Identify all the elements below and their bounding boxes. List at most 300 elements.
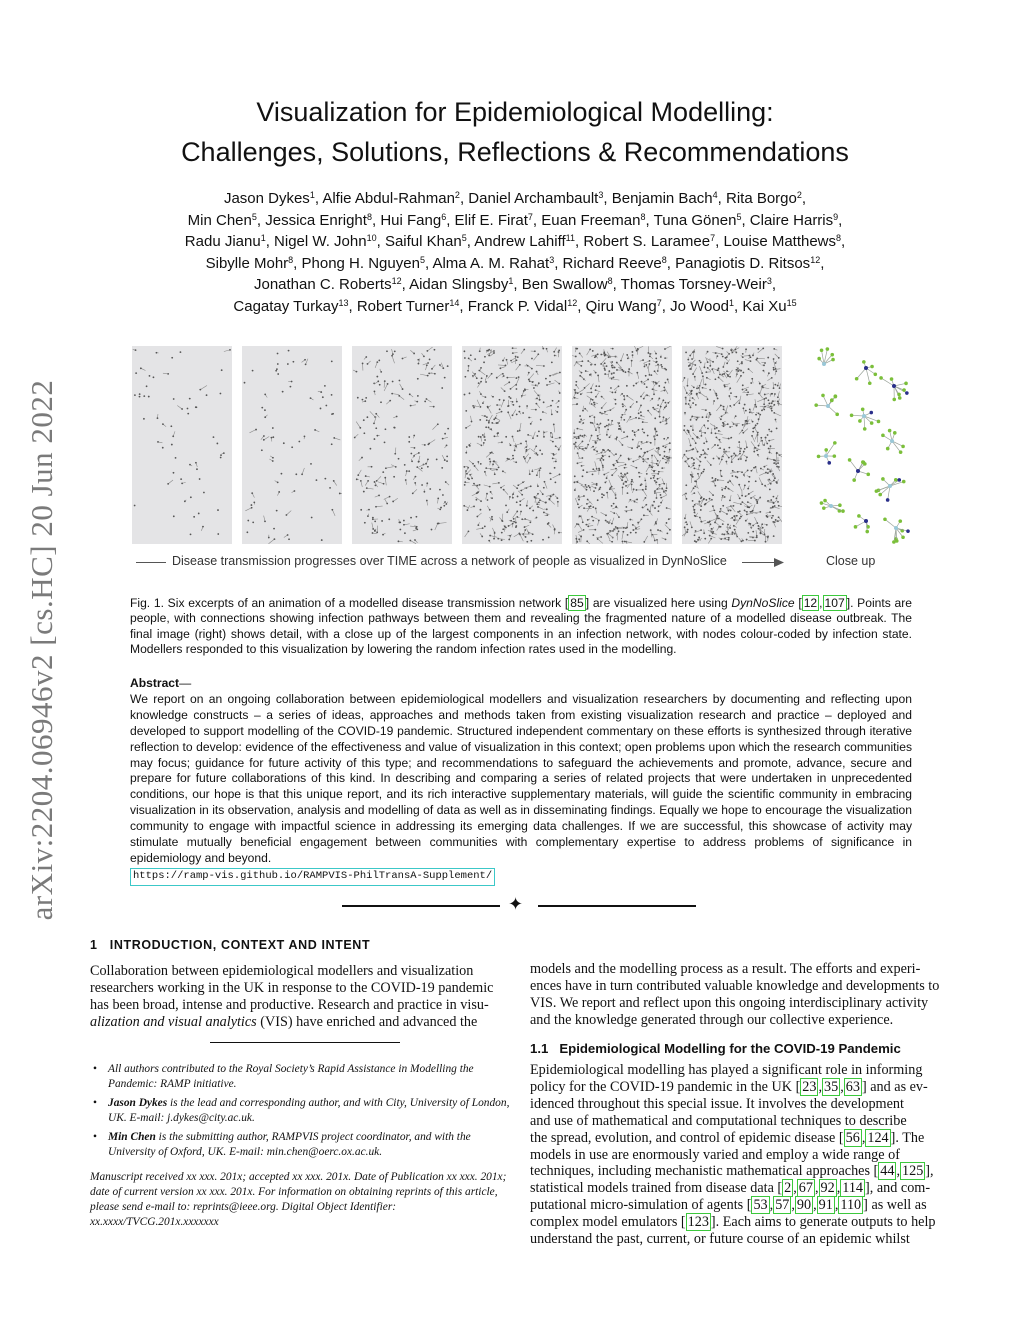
network-edge <box>601 512 606 515</box>
network-node <box>472 405 474 407</box>
network-edge <box>644 536 647 542</box>
author-line: Radu Jianu$^1$, Nigel W. John$^{10}$, Saiful Khan$^5$, Andrew Lahiff$^{11}$, Robert S. Laramee$^7$, Louise Matthews$^8$, <box>184 233 846 250</box>
network-node <box>519 504 521 506</box>
network-node <box>557 406 559 408</box>
network-node <box>692 373 694 375</box>
network-node <box>595 487 597 489</box>
network-edge <box>594 417 595 424</box>
network-edge <box>520 423 521 431</box>
closeup-node <box>898 396 902 400</box>
network-node <box>371 466 373 468</box>
network-node <box>546 384 548 386</box>
text-span: . The <box>895 1129 925 1146</box>
text-line: models in use are enormously varied and employ a wide range of <box>530 1146 900 1163</box>
network-node <box>640 411 642 413</box>
network-node <box>466 509 468 511</box>
network-node <box>728 537 730 539</box>
network-node <box>206 394 208 396</box>
network-node <box>543 512 545 514</box>
network-node <box>769 452 771 454</box>
network-node <box>608 356 610 358</box>
network-node <box>589 486 591 488</box>
network-node <box>623 527 625 529</box>
network-node <box>434 373 436 375</box>
closeup-node <box>906 529 910 533</box>
network-node <box>664 451 666 453</box>
network-node <box>739 497 741 499</box>
author-affiliation: 6 <box>441 211 447 222</box>
network-node <box>574 475 576 477</box>
network-node <box>745 520 747 522</box>
citation-link[interactable]: 125 <box>902 1163 924 1180</box>
network-node <box>439 489 441 491</box>
network-edge <box>508 412 511 419</box>
network-node <box>536 503 538 505</box>
network-node <box>496 404 498 406</box>
network-edge <box>648 368 649 375</box>
network-edge <box>757 496 760 501</box>
network-node <box>749 355 751 357</box>
network-node <box>773 502 775 504</box>
citation-link[interactable]: 63 <box>845 1078 860 1095</box>
network-node <box>480 381 482 383</box>
citation-link[interactable]: 56 <box>845 1129 860 1146</box>
network-edge <box>575 498 578 504</box>
network-node <box>650 442 652 444</box>
network-node <box>669 529 671 531</box>
network-node <box>582 422 584 424</box>
network-node <box>722 505 724 507</box>
network-edge <box>629 418 636 420</box>
network-edge <box>531 449 536 453</box>
network-node <box>488 420 490 422</box>
network-node <box>516 388 518 390</box>
author-affiliation: 9 <box>833 211 839 222</box>
network-node <box>524 388 526 390</box>
citation-link[interactable]: 92 <box>820 1180 835 1197</box>
network-node <box>510 397 512 399</box>
network-edge <box>581 515 583 522</box>
network-node <box>725 412 727 414</box>
network-node <box>376 361 378 363</box>
network-edge <box>392 394 399 395</box>
network-node <box>508 396 510 398</box>
caption-text <box>795 596 799 610</box>
supplement-link[interactable]: https://ramp-vis.github.io/RAMPVIS-PhilTransA-Supplement/ <box>130 868 495 886</box>
network-node <box>294 490 296 492</box>
network-node <box>755 466 757 468</box>
citation-link[interactable]: 91 <box>818 1197 833 1214</box>
network-node <box>740 458 742 460</box>
network-node <box>149 375 151 377</box>
network-node <box>394 350 396 352</box>
network-node <box>530 540 532 542</box>
network-node <box>771 402 773 404</box>
network-node <box>585 484 587 486</box>
network-node <box>727 481 729 483</box>
network-node <box>549 381 551 383</box>
subsection-body <box>530 1062 950 1248</box>
network-node <box>666 507 668 509</box>
network-node <box>546 348 548 350</box>
network-node <box>403 524 405 526</box>
network-node <box>719 511 721 513</box>
text-span: . Each aims to generate outputs to help <box>715 1214 936 1231</box>
network-node <box>276 368 278 370</box>
network-node <box>745 420 747 422</box>
network-node <box>587 525 589 527</box>
network-node <box>646 386 648 388</box>
closeup-node <box>838 503 842 507</box>
network-node <box>771 410 773 412</box>
network-edge <box>743 470 748 474</box>
network-node <box>431 368 433 370</box>
network-node <box>749 408 751 410</box>
network-node <box>684 526 686 528</box>
network-node <box>474 373 476 375</box>
network-edge <box>773 507 780 509</box>
network-node <box>713 458 715 460</box>
network-node <box>716 394 718 396</box>
citation-link[interactable]: 2 <box>784 1180 792 1197</box>
citation-link[interactable]: 67 <box>798 1180 813 1197</box>
network-node <box>626 436 628 438</box>
citation-link[interactable]: 12 <box>803 596 818 610</box>
citation-link[interactable]: 110 <box>840 1197 862 1214</box>
network-node <box>663 491 665 493</box>
network-node <box>703 469 705 471</box>
network-node <box>484 471 486 473</box>
author-affiliation: 5 <box>419 254 425 265</box>
network-node <box>727 375 729 377</box>
network-node <box>603 351 605 353</box>
network-node <box>181 482 183 484</box>
network-node <box>638 429 640 431</box>
network-node <box>693 462 695 464</box>
network-node <box>510 444 512 446</box>
network-node <box>655 523 657 525</box>
citation-link[interactable]: 124 <box>867 1129 889 1146</box>
network-node <box>360 509 362 511</box>
figure-timeline <box>132 553 782 571</box>
network-node <box>729 405 731 407</box>
closeup-node <box>850 414 854 418</box>
network-node <box>469 392 471 394</box>
network-node <box>492 463 494 465</box>
network-node <box>576 541 578 543</box>
network-node <box>731 517 733 519</box>
network-node <box>412 492 414 494</box>
network-node <box>223 452 225 454</box>
network-node <box>632 430 634 432</box>
closeup-node <box>886 447 890 451</box>
network-node <box>519 430 521 432</box>
closeup-node <box>890 377 894 381</box>
network-node <box>287 363 289 365</box>
network-node <box>612 348 614 350</box>
footnote-text: is the lead and corresponding author, and with City, University of London, UK. E-mail: j.dykes@city.ac.uk. <box>108 1097 510 1124</box>
network-node <box>513 404 515 406</box>
network-node <box>765 541 767 543</box>
citation-link[interactable]: 107 <box>824 596 845 610</box>
network-node <box>726 370 728 372</box>
network-edge <box>432 424 437 429</box>
network-node <box>607 429 609 431</box>
network-edge <box>420 374 428 376</box>
network-node <box>510 520 512 522</box>
network-node <box>653 393 655 395</box>
network-node <box>320 408 322 410</box>
network-edge <box>361 481 362 487</box>
network-node <box>684 377 686 379</box>
network-edge <box>716 523 721 527</box>
closeup-node <box>897 478 901 482</box>
network-node <box>591 391 593 393</box>
network-node <box>697 451 699 453</box>
network-node <box>529 457 531 459</box>
network-node <box>757 432 759 434</box>
citation-link[interactable]: 35 <box>824 1078 839 1095</box>
network-node <box>536 398 538 400</box>
network-node <box>476 377 478 379</box>
network-node <box>694 515 696 517</box>
network-panel-3 <box>352 346 452 544</box>
network-node <box>733 515 735 517</box>
network-node <box>380 371 382 373</box>
network-node <box>649 353 651 355</box>
network-node <box>496 377 498 379</box>
network-node <box>493 350 495 352</box>
network-node <box>750 511 752 513</box>
author-affiliation: 10 <box>366 233 377 243</box>
network-node <box>398 522 400 524</box>
network-edge <box>504 490 508 495</box>
network-node <box>494 435 496 437</box>
network-node <box>775 370 777 372</box>
network-node <box>614 399 616 401</box>
network-node <box>738 484 740 486</box>
network-node <box>553 494 555 496</box>
citation-group: [ 23 , 35 , 63 ] <box>795 1078 867 1095</box>
network-edge <box>638 405 641 411</box>
citation-link[interactable]: 44 <box>880 1163 895 1180</box>
network-node <box>431 529 433 531</box>
network-edge <box>651 462 657 463</box>
network-node <box>694 364 696 366</box>
section-number: 1 <box>90 938 98 952</box>
network-node <box>609 436 611 438</box>
network-node <box>654 492 656 494</box>
network-node <box>481 536 483 538</box>
network-node <box>615 403 617 405</box>
network-edge <box>690 521 692 527</box>
network-node <box>607 419 609 421</box>
network-edge <box>627 396 633 400</box>
network-node <box>779 387 781 389</box>
network-node <box>744 448 746 450</box>
network-node <box>329 487 331 489</box>
network-node <box>611 378 613 380</box>
network-node <box>554 529 556 531</box>
network-node <box>723 384 725 386</box>
network-node <box>480 436 482 438</box>
network-node <box>548 537 550 539</box>
network-edge <box>536 365 544 366</box>
network-node <box>510 388 512 390</box>
network-node <box>608 522 610 524</box>
network-node <box>399 380 401 382</box>
network-node <box>304 435 306 437</box>
network-node <box>750 356 752 358</box>
network-node <box>286 514 288 516</box>
network-node <box>728 488 730 490</box>
network-node <box>646 441 648 443</box>
closeup-node <box>841 509 845 513</box>
network-node <box>690 419 692 421</box>
network-node <box>688 431 690 433</box>
network-node <box>701 472 703 474</box>
network-edge <box>588 499 593 504</box>
network-node <box>515 461 517 463</box>
citation-link[interactable]: 23 <box>802 1078 817 1095</box>
network-edge <box>367 488 374 489</box>
network-node <box>483 442 485 444</box>
network-edge <box>752 436 755 442</box>
network-node <box>528 379 530 381</box>
network-edge <box>697 499 703 504</box>
network-node <box>187 408 189 410</box>
network-node <box>767 472 769 474</box>
network-node <box>667 437 669 439</box>
network-node <box>512 414 514 416</box>
network-panel-5 <box>572 346 672 544</box>
network-node <box>578 523 580 525</box>
network-node <box>272 427 274 429</box>
network-node <box>636 447 638 449</box>
network-node <box>746 513 748 515</box>
network-node <box>710 464 712 466</box>
network-node <box>617 461 619 463</box>
citation-link[interactable]: 53 <box>753 1197 768 1214</box>
text-line: Collaboration between epidemiological modellers and visualization <box>90 963 474 979</box>
network-node <box>752 421 754 423</box>
network-node <box>707 448 709 450</box>
network-node <box>767 468 769 470</box>
network-node <box>220 454 222 456</box>
network-node <box>591 516 593 518</box>
citation-link[interactable]: 114 <box>842 1180 864 1197</box>
citation-link[interactable]: 85 <box>570 596 584 610</box>
network-node <box>499 367 501 369</box>
network-node <box>576 523 578 525</box>
network-node <box>532 437 534 439</box>
network-node <box>611 361 613 363</box>
network-node <box>586 471 588 473</box>
author-affiliation: 3 <box>598 190 604 200</box>
network-node <box>703 498 705 500</box>
network-node <box>720 405 722 407</box>
author-name: Richard Reeve <box>562 254 662 272</box>
citation-link[interactable]: 90 <box>796 1197 812 1214</box>
citation-link[interactable]: 123 <box>687 1214 709 1231</box>
network-node <box>660 421 662 423</box>
network-node <box>648 363 650 365</box>
divider-star-icon: ✦ <box>508 894 524 915</box>
network-node <box>384 477 386 479</box>
network-node <box>512 352 514 354</box>
citation-link[interactable]: 57 <box>775 1197 790 1214</box>
network-node <box>640 396 642 398</box>
closeup-node <box>858 419 862 423</box>
network-node <box>599 412 601 414</box>
network-node <box>694 534 696 536</box>
network-node <box>739 510 741 512</box>
network-node <box>685 403 687 405</box>
network-node <box>180 478 182 480</box>
network-node <box>614 391 616 393</box>
author-affiliation: 12 <box>567 297 578 308</box>
network-node <box>577 462 579 464</box>
network-node <box>271 437 273 439</box>
text-line: models and the modelling process as a result. The efforts and experi- <box>530 961 921 977</box>
network-node <box>764 406 766 408</box>
network-node <box>730 392 732 394</box>
network-node <box>723 534 725 536</box>
network-node <box>354 437 356 439</box>
network-node <box>763 466 765 468</box>
text-span: and as ev- <box>866 1078 928 1095</box>
network-node <box>733 525 735 527</box>
network-node <box>579 447 581 449</box>
network-edge <box>516 378 519 385</box>
network-node <box>649 510 651 512</box>
network-node <box>595 396 597 398</box>
network-node <box>584 408 586 410</box>
network-node <box>631 509 633 511</box>
network-node <box>777 385 779 387</box>
network-node <box>473 506 475 508</box>
network-node <box>772 400 774 402</box>
network-node <box>768 403 770 405</box>
network-node <box>274 538 276 540</box>
network-node <box>772 521 774 523</box>
author-affiliation: 8 <box>661 254 667 265</box>
network-node <box>621 393 623 395</box>
network-node <box>740 375 742 377</box>
network-node <box>688 403 690 405</box>
network-node <box>702 416 704 418</box>
network-node <box>190 533 192 535</box>
network-node <box>717 369 719 371</box>
network-node <box>440 507 442 509</box>
network-edge <box>419 464 426 467</box>
network-node <box>628 368 630 370</box>
network-node <box>516 401 518 403</box>
network-node <box>775 519 777 521</box>
network-node <box>707 351 709 353</box>
network-node <box>666 532 668 534</box>
network-node <box>710 523 712 525</box>
network-edge <box>384 497 390 500</box>
closeup-node <box>870 365 874 369</box>
network-edge <box>710 536 716 538</box>
closeup-node <box>904 382 908 386</box>
network-node <box>484 396 486 398</box>
network-node <box>497 432 499 434</box>
network-node <box>363 419 365 421</box>
network-node <box>550 405 552 407</box>
network-node <box>632 351 634 353</box>
